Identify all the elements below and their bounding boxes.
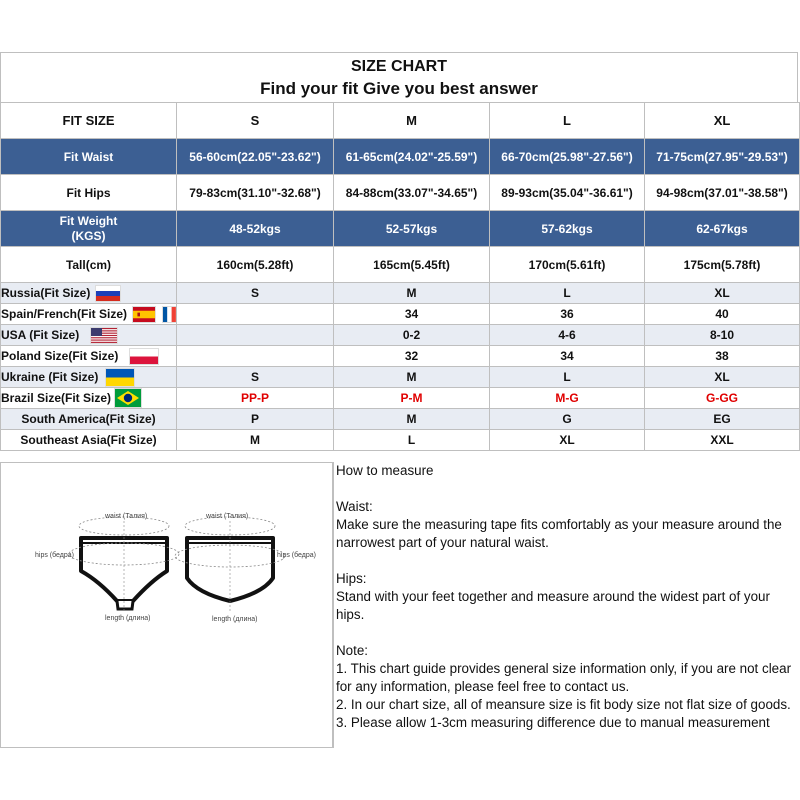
cell-value: 40 (645, 304, 800, 325)
how-to-measure-heading: How to measure (336, 463, 434, 478)
row-ukraine (1, 367, 800, 388)
cell-value: G-GG (645, 388, 800, 409)
row-southeast-asia (1, 430, 800, 451)
header-cell-l: L (490, 103, 645, 139)
cell-value: M (334, 283, 490, 304)
note-1: 1. This chart guide provides general size information only, if you are not clear for any information, please feel free to contact us. (336, 661, 792, 694)
cell-value: P (177, 409, 334, 430)
hips-label-back: hips (бедра) (277, 552, 316, 559)
row-fit-weight (1, 211, 800, 247)
france-flag-icon (163, 307, 176, 322)
cell-value (177, 304, 334, 325)
cell-value: L (490, 283, 645, 304)
cell-value: XL (645, 283, 800, 304)
cell-value: 170cm(5.61ft) (490, 247, 645, 283)
cell-value: 56-60cm(22.05"-23.62") (177, 139, 334, 175)
cell-value: 62-67kgs (645, 211, 800, 247)
length-label-front: length (длина) (105, 615, 151, 622)
cell-value: 61-65cm(24.02"-25.59") (334, 139, 490, 175)
note-3: 3. Please allow 1-3cm measuring difference due to manual measurement (336, 715, 770, 730)
front-brief-illustration (69, 517, 179, 613)
cell-value: P-M (334, 388, 490, 409)
note-2: 2. In our chart size, all of meansure size is fit body size not flat size of goods. (336, 697, 791, 712)
measurement-diagram-panel (0, 462, 333, 748)
row-label (1, 346, 177, 367)
row-label-text: Poland Size(Fit Size) (1, 349, 119, 363)
size-table (0, 102, 800, 451)
row-label: Southeast Asia(Fit Size) (1, 430, 177, 451)
cell-value: PP-P (177, 388, 334, 409)
chart-title: SIZE CHART (351, 58, 447, 75)
row-south-america (1, 409, 800, 430)
row-label (1, 325, 177, 346)
cell-value: 34 (490, 346, 645, 367)
cell-value: 66-70cm(25.98"-27.56") (490, 139, 645, 175)
cell-value (177, 325, 334, 346)
cell-value: 79-83cm(31.10"-32.68") (177, 175, 334, 211)
cell-value: 34 (334, 304, 490, 325)
row-tall (1, 247, 800, 283)
row-fit-hips (1, 175, 800, 211)
spain-flag-icon (133, 307, 155, 322)
cell-value: XL (490, 430, 645, 451)
hips-label-front: hips (бедра) (35, 552, 74, 559)
row-label-text: Brazil Size(Fit Size) (1, 391, 112, 405)
ukraine-flag-icon (106, 369, 134, 386)
row-label: Fit Waist (1, 139, 177, 175)
cell-value: 160cm(5.28ft) (177, 247, 334, 283)
cell-value: 38 (645, 346, 800, 367)
cell-value: S (177, 283, 334, 304)
brazil-flag-icon (115, 389, 141, 407)
cell-value: M (334, 367, 490, 388)
row-brazil (1, 388, 800, 409)
cell-value: M (177, 430, 334, 451)
cell-value: 175cm(5.78ft) (645, 247, 800, 283)
row-russia (1, 283, 800, 304)
hips-title: Hips: (336, 571, 367, 586)
row-label (1, 388, 177, 409)
chart-title-box (0, 52, 798, 102)
row-label (1, 211, 177, 247)
cell-value: EG (645, 409, 800, 430)
back-brief-illustration (175, 517, 285, 613)
cell-value: M (334, 409, 490, 430)
cell-value: M-G (490, 388, 645, 409)
row-label (1, 283, 177, 304)
cell-value: L (490, 367, 645, 388)
cell-value: 48-52kgs (177, 211, 334, 247)
how-to-measure-panel (333, 462, 799, 748)
header-cell-xl: XL (645, 103, 800, 139)
header-cell-fit-size: FIT SIZE (1, 103, 177, 139)
cell-value: 57-62kgs (490, 211, 645, 247)
cell-value: 52-57kgs (334, 211, 490, 247)
cell-value: 89-93cm(35.04"-36.61") (490, 175, 645, 211)
length-label-back: length (длина) (212, 616, 258, 623)
waist-title: Waist: (336, 499, 373, 514)
waist-label-back: waist (Талия) (206, 513, 249, 520)
row-label: Fit Hips (1, 175, 177, 211)
row-label-line1: Fit Weight (59, 213, 118, 228)
cell-value: 0-2 (334, 325, 490, 346)
cell-value: 71-75cm(27.95"-29.53") (645, 139, 800, 175)
row-label (1, 367, 177, 388)
cell-value: 94-98cm(37.01"-38.58") (645, 175, 800, 211)
cell-value: S (177, 367, 334, 388)
row-spain-french (1, 304, 800, 325)
row-label: South America(Fit Size) (1, 409, 177, 430)
row-poland (1, 346, 800, 367)
header-row (1, 103, 800, 139)
cell-value: 36 (490, 304, 645, 325)
cell-value: 8-10 (645, 325, 800, 346)
row-label-text: Spain/French(Fit Size) (1, 307, 128, 321)
row-usa (1, 325, 800, 346)
cell-value: XXL (645, 430, 800, 451)
cell-value: 32 (334, 346, 490, 367)
row-label-line2: (KGS) (71, 228, 106, 243)
row-label (1, 304, 177, 325)
hips-text: Stand with your feet together and measure around the widest part of your hips. (336, 589, 770, 622)
poland-flag-icon (130, 349, 158, 364)
russia-flag-icon (96, 286, 120, 301)
cell-value: 165cm(5.45ft) (334, 247, 490, 283)
waist-label-front: waist (Талия) (105, 513, 148, 520)
underwear-diagram (1, 463, 332, 747)
cell-value: 84-88cm(33.07"-34.65") (334, 175, 490, 211)
row-label-text: Russia(Fit Size) (1, 286, 91, 300)
cell-value: L (334, 430, 490, 451)
row-label: Tall(cm) (1, 247, 177, 283)
note-title: Note: (336, 643, 369, 658)
row-fit-waist (1, 139, 800, 175)
header-cell-m: M (334, 103, 490, 139)
cell-value: 4-6 (490, 325, 645, 346)
row-label-text: USA (Fit Size) (1, 328, 80, 342)
row-label-text: Ukraine (Fit Size) (1, 370, 99, 384)
waist-text: Make sure the measuring tape fits comfortably as your measure around the narrowest part of your natural waist. (336, 517, 782, 550)
chart-subtitle: Find your fit Give you best answer (260, 79, 538, 98)
cell-value: G (490, 409, 645, 430)
cell-value: XL (645, 367, 800, 388)
usa-flag-icon (91, 328, 117, 343)
header-cell-s: S (177, 103, 334, 139)
cell-value (177, 346, 334, 367)
